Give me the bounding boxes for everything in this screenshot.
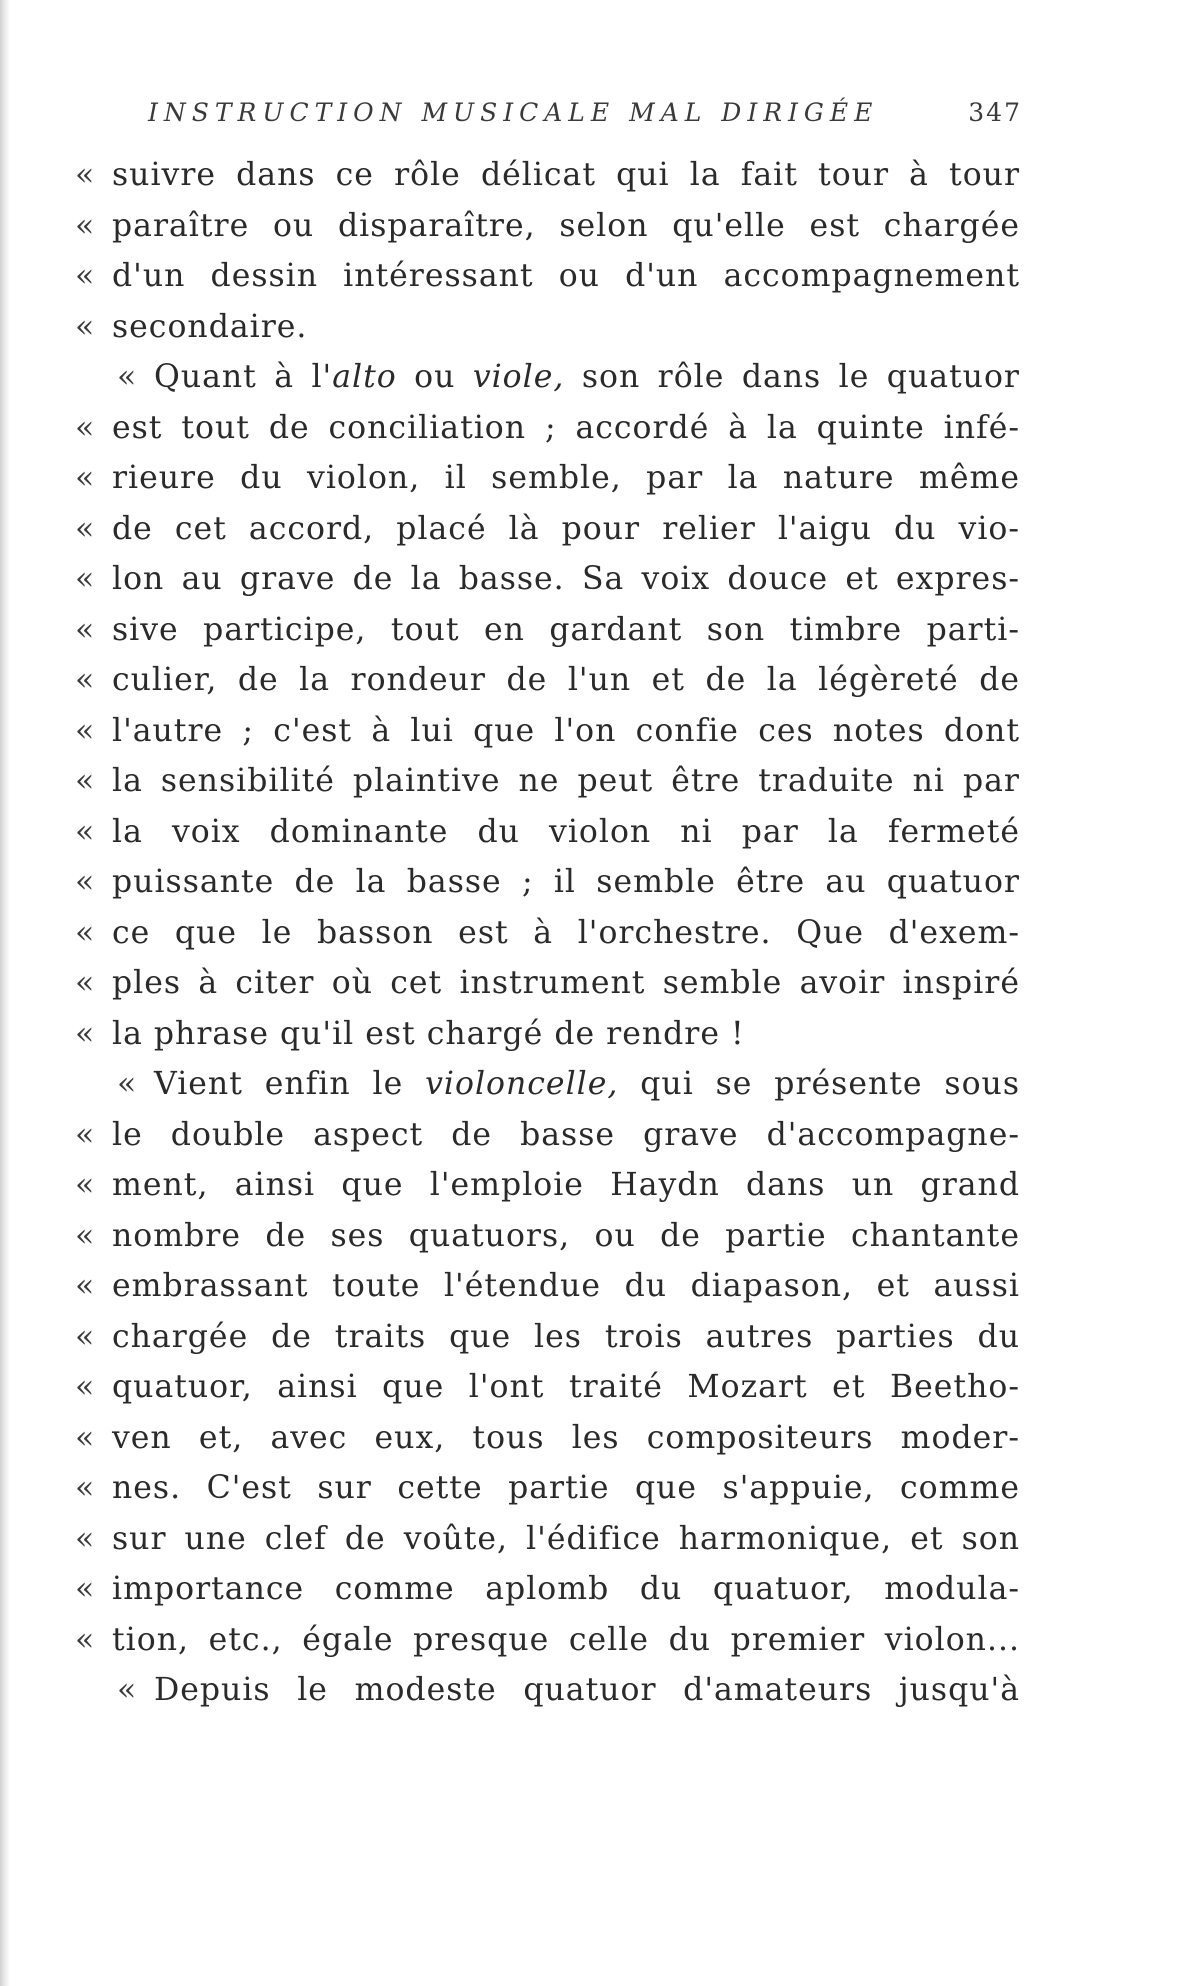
quote-mark: « — [75, 712, 95, 749]
text-line — [75, 756, 1020, 807]
line-text: culier, de la rondeur de l'un et de la légèreté de — [112, 662, 1020, 698]
quote-mark: « — [75, 561, 95, 597]
line-text: tion, etc., égale presque celle du premier violon... — [112, 1621, 1020, 1658]
text-line — [75, 150, 1020, 201]
running-head-title: INSTRUCTION MUSICALE MAL DIRIGÉE — [148, 98, 879, 127]
quote-mark: « — [117, 1672, 137, 1708]
quote-mark: « — [75, 1470, 95, 1506]
line-text: paraître ou disparaître, selon qu'elle est chargée — [112, 207, 1020, 244]
text-line — [75, 1211, 1020, 1262]
quote-mark: « — [75, 1520, 95, 1557]
quote-mark: « — [75, 813, 95, 850]
line-text: la sensibilité plaintive ne peut être traduite ni par — [112, 763, 1020, 799]
text-line — [75, 958, 1020, 1009]
quote-mark: « — [75, 611, 95, 648]
line-text: la voix dominante du violon ni par la fermeté — [112, 813, 1020, 850]
text-line — [75, 908, 1020, 959]
text-line — [75, 655, 1020, 706]
line-text: nes. C'est sur cette partie que s'appuie, comme — [112, 1470, 1020, 1506]
text-run: Vient enfin le — [154, 1066, 426, 1102]
text-run: ou — [396, 359, 473, 395]
quote-mark: « — [75, 1318, 95, 1355]
text-line — [75, 706, 1020, 757]
quote-mark: « — [75, 157, 95, 193]
quote-mark: « — [75, 1116, 95, 1153]
line-text: sive participe, tout en gardant son timbre parti- — [112, 611, 1020, 648]
text-line — [75, 403, 1020, 454]
line-text: puissante de la basse ; il semble être au quatuor — [112, 864, 1020, 900]
text-line — [75, 1564, 1020, 1615]
line-text: suivre dans ce rôle délicat qui la fait tour à tour — [112, 157, 1020, 193]
quote-mark: « — [117, 359, 137, 395]
text-line — [75, 1615, 1020, 1666]
quote-mark: « — [75, 914, 95, 951]
text-run: qui se présente sous — [618, 1066, 1021, 1102]
line-text: nombre de ses quatuors, ou de partie chantante — [112, 1217, 1020, 1254]
italic-term-viole: viole, — [472, 359, 565, 395]
line-text: d'un dessin intéressant ou d'un accompagnement — [112, 258, 1020, 294]
line-text: importance comme aplomb du quatuor, modula- — [112, 1571, 1020, 1607]
quote-mark: « — [75, 662, 95, 698]
text-line — [75, 251, 1020, 302]
line-text: secondaire. — [112, 308, 308, 345]
text-run: son rôle dans le quatuor — [564, 359, 1020, 395]
quote-mark: « — [75, 1369, 95, 1405]
text-line — [75, 554, 1020, 605]
italic-term-violoncelle: violoncelle, — [425, 1066, 619, 1102]
text-line — [75, 302, 1020, 353]
quote-mark: « — [117, 1066, 137, 1102]
text-line-paragraph-start — [75, 1059, 1020, 1110]
quote-mark: « — [75, 1571, 95, 1607]
line-text: la phrase qu'il est chargé de rendre ! — [112, 1015, 745, 1052]
quote-mark: « — [75, 460, 95, 496]
text-line — [75, 1312, 1020, 1363]
text-run: Quant à l' — [154, 359, 333, 395]
line-text: est tout de conciliation ; accordé à la quinte infé- — [112, 409, 1020, 446]
quote-mark: « — [75, 1419, 95, 1456]
line-text: lon au grave de la basse. Sa voix douce et expres- — [112, 561, 1020, 597]
quote-mark: « — [75, 1167, 95, 1203]
line-text: de cet accord, placé là pour relier l'aigu du vio- — [112, 510, 1020, 547]
line-text: sur une clef de voûte, l'édifice harmonique, et son — [112, 1520, 1020, 1557]
text-line — [75, 1160, 1020, 1211]
text-line — [75, 1110, 1020, 1161]
line-text: le double aspect de basse grave d'accompagne- — [112, 1116, 1020, 1153]
line-text: ples à citer où cet instrument semble avoir inspiré — [112, 965, 1020, 1001]
quote-mark: « — [75, 864, 95, 900]
text-line — [75, 807, 1020, 858]
line-text: ven et, avec eux, tous les compositeurs moder- — [112, 1419, 1020, 1456]
text-line — [75, 1261, 1020, 1312]
quote-mark: « — [75, 1268, 95, 1304]
line-text: embrassant toute l'étendue du diapason, et aussi — [112, 1268, 1020, 1304]
body-text — [75, 150, 1020, 1716]
quote-mark: « — [75, 1217, 95, 1254]
text-line — [75, 1463, 1020, 1514]
quote-mark: « — [75, 1621, 95, 1658]
quote-mark: « — [75, 510, 95, 547]
quote-mark: « — [75, 207, 95, 244]
italic-term-alto: alto — [332, 359, 397, 395]
line-text: quatuor, ainsi que l'ont traité Mozart et Beetho- — [112, 1369, 1020, 1405]
line-text: Depuis le modeste quatuor d'amateurs jusqu'à — [154, 1672, 1020, 1708]
text-line — [75, 1413, 1020, 1464]
line-text: l'autre ; c'est à lui que l'on confie ces notes dont — [112, 712, 1020, 749]
text-line — [75, 1009, 1020, 1060]
text-line-paragraph-start — [75, 1665, 1020, 1716]
text-line — [75, 201, 1020, 252]
line-text: rieure du violon, il semble, par la nature même — [112, 460, 1020, 496]
text-line — [75, 504, 1020, 555]
text-line — [75, 1514, 1020, 1565]
line-text — [154, 1059, 1020, 1110]
text-line — [75, 1362, 1020, 1413]
quote-mark: « — [75, 409, 95, 446]
text-line-paragraph-start — [75, 352, 1020, 403]
line-text: ce que le basson est à l'orchestre. Que d'exem- — [112, 914, 1020, 951]
quote-mark: « — [75, 1015, 95, 1052]
running-head — [148, 92, 1022, 132]
line-text — [154, 352, 1020, 403]
quote-mark: « — [75, 258, 95, 294]
quote-mark: « — [75, 763, 95, 799]
quote-mark: « — [75, 965, 95, 1001]
quote-mark: « — [75, 308, 95, 345]
page-spine-shadow — [0, 0, 10, 1986]
text-line — [75, 605, 1020, 656]
line-text: ment, ainsi que l'emploie Haydn dans un grand — [112, 1167, 1020, 1203]
line-text: chargée de traits que les trois autres parties du — [112, 1318, 1020, 1355]
text-line — [75, 453, 1020, 504]
text-line — [75, 857, 1020, 908]
page-number: 347 — [968, 98, 1022, 127]
